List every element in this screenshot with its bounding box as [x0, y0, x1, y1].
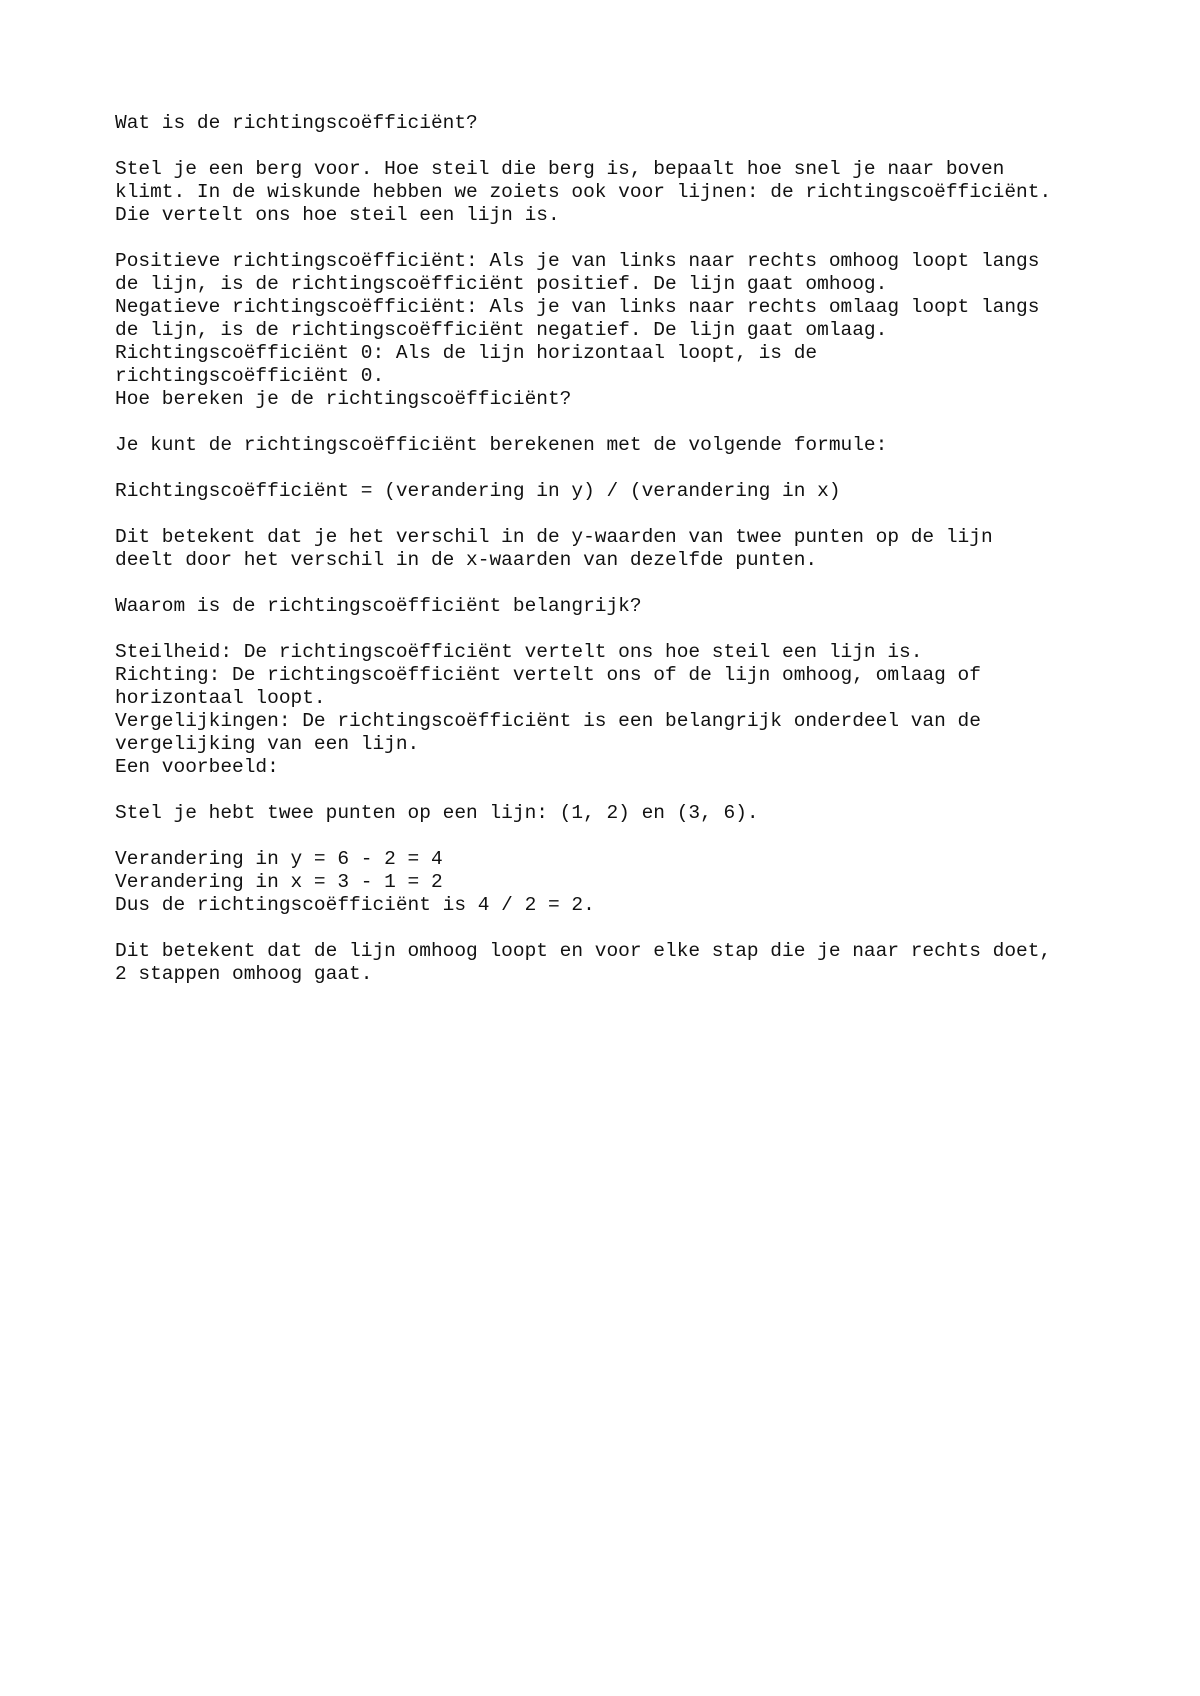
intro-line: Die vertelt ons hoe steil een lijn is. [115, 204, 560, 226]
case-line: de lijn, is de richtingscoëfficiënt negatief. De lijn gaat omlaag. [115, 319, 888, 341]
importance-line: Richting: De richtingscoëfficiënt vertelt ons of de lijn omhoog, omlaag of [115, 664, 981, 686]
paragraph-spacer [115, 457, 1115, 480]
heading-example: Een voorbeeld: [115, 756, 279, 778]
paragraph-spacer [115, 572, 1115, 595]
case-line: Positieve richtingscoëfficiënt: Als je van links naar rechts omhoog loopt langs [115, 250, 1040, 272]
formula-explanation-line: Dit betekent dat je het verschil in de y-waarden van twee punten op de lijn [115, 526, 993, 548]
importance-line: vergelijking van een lijn. [115, 733, 420, 755]
paragraph-spacer [115, 825, 1115, 848]
importance-line: horizontaal loopt. [115, 687, 326, 709]
example-intro: Stel je hebt twee punten op een lijn: (1, 2) en (3, 6). [115, 802, 759, 824]
paragraph-spacer [115, 411, 1115, 434]
formula-explanation-line: deelt door het verschil in de x-waarden van dezelfde punten. [115, 549, 818, 571]
heading-what-is-slope: Wat is de richtingscoëfficiënt? [115, 112, 478, 134]
paragraph-spacer [115, 135, 1115, 158]
document-body [115, 112, 1115, 986]
case-line: de lijn, is de richtingscoëfficiënt positief. De lijn gaat omhoog. [115, 273, 888, 295]
paragraph-spacer [115, 503, 1115, 526]
formula: Richtingscoëfficiënt = (verandering in y) / (verandering in x) [115, 480, 841, 502]
case-line: Richtingscoëfficiënt 0: Als de lijn horizontaal loopt, is de [115, 342, 818, 364]
conclusion-line: 2 stappen omhoog gaat. [115, 963, 373, 985]
formula-intro: Je kunt de richtingscoëfficiënt berekenen met de volgende formule: [115, 434, 888, 456]
intro-line: klimt. In de wiskunde hebben we zoiets ook voor lijnen: de richtingscoëfficiënt. [115, 181, 1052, 203]
paragraph-spacer [115, 917, 1115, 940]
example-step: Verandering in x = 3 - 1 = 2 [115, 871, 443, 893]
heading-why-important: Waarom is de richtingscoëfficiënt belangrijk? [115, 595, 642, 617]
case-line: Negatieve richtingscoëfficiënt: Als je van links naar rechts omlaag loopt langs [115, 296, 1040, 318]
importance-line: Vergelijkingen: De richtingscoëfficiënt is een belangrijk onderdeel van de [115, 710, 981, 732]
example-step: Verandering in y = 6 - 2 = 4 [115, 848, 443, 870]
importance-line: Steilheid: De richtingscoëfficiënt vertelt ons hoe steil een lijn is. [115, 641, 923, 663]
conclusion-line: Dit betekent dat de lijn omhoog loopt en voor elke stap die je naar rechts doet, [115, 940, 1052, 962]
paragraph-spacer [115, 227, 1115, 250]
paragraph-spacer [115, 618, 1115, 641]
heading-how-to-calculate: Hoe bereken je de richtingscoëfficiënt? [115, 388, 572, 410]
intro-line: Stel je een berg voor. Hoe steil die berg is, bepaalt hoe snel je naar boven [115, 158, 1005, 180]
paragraph-spacer [115, 779, 1115, 802]
example-step: Dus de richtingscoëfficiënt is 4 / 2 = 2. [115, 894, 595, 916]
case-line: richtingscoëfficiënt 0. [115, 365, 385, 387]
